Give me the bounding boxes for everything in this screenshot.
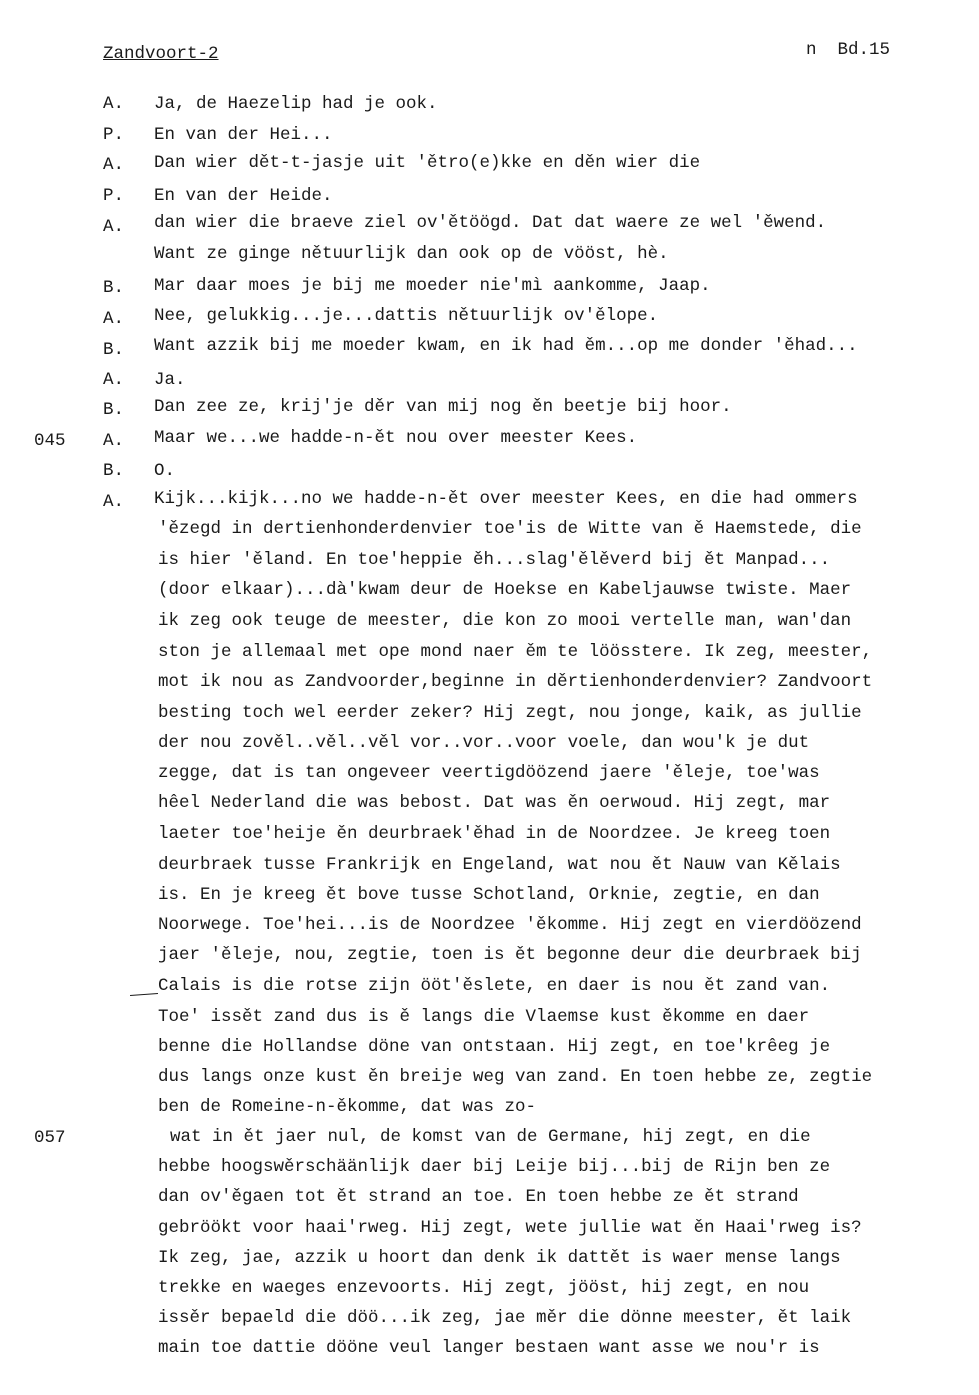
continuation-line: wat in ět jaer nul, de komst van de Germane, hij zegt, en die xyxy=(170,1127,811,1147)
volume-reference: n Bd.15 xyxy=(806,40,891,60)
continuation-line: gebröökt voor haai'rweg. Hij zegt, wete jullie wat ěn Haai'rweg is? xyxy=(158,1218,862,1238)
continuation-line: benne die Hollandse döne van ontstaan. Hij zegt, en toe'krêeg je xyxy=(158,1037,831,1057)
continuation-line: ik zeg ook teuge de meester, die kon zo mooi vertelle man, wan'dan xyxy=(158,611,852,631)
continuation-line: besting toch wel eerder zeker? Hij zegt, nou jonge, kaik, as jullie xyxy=(158,703,862,723)
dialogue-line: Nee, gelukkig...je...dattis nětuurlijk ov'ělope. xyxy=(154,306,659,326)
continuation-line: zegge, dat is tan ongeveer veertigdöözend jaere 'ěleje, toe'was xyxy=(158,763,820,783)
continuation-line: 'ězegd in dertienhonderdenvier toe'is de Witte van ě Haemstede, die xyxy=(158,519,862,539)
continuation-line: Calais is die rotse zijn ööt'ěslete, en daer is nou ět zand van. xyxy=(158,976,831,996)
tape-counter-057: 057 xyxy=(34,1128,66,1148)
continuation-line: hêel Nederland die was bebost. Dat was ěn oerwoud. Hij zegt, mar xyxy=(158,793,831,813)
speaker-label: P. xyxy=(103,125,125,145)
dialogue-line: En van der Hei... xyxy=(154,125,333,145)
page-title: Zandvoort-2 xyxy=(103,44,219,64)
dialogue-line: Ja. xyxy=(154,370,186,390)
speaker-label: A. xyxy=(103,370,125,390)
speaker-label: A. xyxy=(103,94,125,114)
continuation-line: is. En je kreeg ět bove tusse Schotland, Orknie, zegtie, en dan xyxy=(158,885,820,905)
continuation-line: jaer 'ěleje, nou, zegtie, toen is ět begonne deur die deurbraek bij xyxy=(158,945,862,965)
continuation-line: Toe' issět zand dus is ě langs die Vlaemse kust ěkomme en daer xyxy=(158,1007,810,1027)
continuation-line: ben de Romeine-n-ěkomme, dat was zo- xyxy=(158,1097,537,1117)
dialogue-line: Want ze ginge nětuurlijk dan ook op de vööst, hè. xyxy=(154,244,669,264)
speaker-label: B. xyxy=(103,340,125,360)
continuation-line: Ik zeg, jae, azzik u hoort dan denk ik dattět is waer mense langs xyxy=(158,1248,841,1268)
speaker-label: B. xyxy=(103,461,125,481)
continuation-line: issěr bepaeld die döö...ik zeg, jae měr die dönne meester, ět laik xyxy=(158,1308,852,1328)
dialogue-line: Dan wier dět-t-jasje uit 'ětro(e)kke en děn wier die xyxy=(154,153,701,173)
dialogue-line: Ja, de Haezelip had je ook. xyxy=(154,94,438,114)
speaker-label: A. xyxy=(103,431,125,451)
dialogue-line: Want azzik bij me moeder kwam, en ik had ěm...op me donder 'ěhad... xyxy=(154,336,858,356)
dialogue-line: Mar daar moes je bij me moeder nie'mì aankomme, Jaap. xyxy=(154,276,711,296)
speaker-label: A. xyxy=(103,155,125,175)
continuation-line: (door elkaar)...dà'kwam deur de Hoekse en Kabeljauwse twiste. Maer xyxy=(158,580,852,600)
continuation-line: dan ov'ěgaen tot ět strand an toe. En toen hebbe ze ět strand xyxy=(158,1187,799,1207)
continuation-line: trekke en waeges enzevoorts. Hij zegt, jööst, hij zegt, en nou xyxy=(158,1278,810,1298)
speaker-label: A. xyxy=(103,309,125,329)
dialogue-line: En van der Heide. xyxy=(154,186,333,206)
speaker-label: A. xyxy=(103,217,125,237)
margin-dash xyxy=(130,993,158,996)
dialogue-line: Kijk...kijk...no we hadde-n-ět over meester Kees, en die had ommers xyxy=(154,489,858,509)
continuation-line: deurbraek tusse Frankrijk en Engeland, wat nou ět Nauw van Kělais xyxy=(158,855,841,875)
continuation-line: ston je allemaal met ope mond naer ěm te löösstere. Ik zeg, meester, xyxy=(158,642,873,662)
dialogue-line: Maar we...we hadde-n-ět nou over meester Kees. xyxy=(154,428,638,448)
continuation-line: main toe dattie dööne veul langer bestaen want asse we nou'r is xyxy=(158,1338,820,1358)
continuation-line: der nou zověl..věl..věl vor..vor..voor voele, dan wou'k je dut xyxy=(158,733,810,753)
continuation-line: is hier 'ěland. En toe'heppie ěh...slag'ělěverd bij ět Manpad... xyxy=(158,550,831,570)
speaker-label: B. xyxy=(103,278,125,298)
speaker-label: P. xyxy=(103,186,125,206)
continuation-line: Noorwege. Toe'hei...is de Noordzee 'ěkomme. Hij zegt en vierdöözend xyxy=(158,915,862,935)
continuation-line: hebbe hoogswěrschäänlijk daer bij Leije bij...bij de Rijn ben ze xyxy=(158,1157,831,1177)
speaker-label: A. xyxy=(103,492,125,512)
dialogue-line: O. xyxy=(154,461,176,481)
tape-counter-045: 045 xyxy=(34,431,66,451)
dialogue-line: Dan zee ze, krij'je děr van mij nog ěn beetje bij hoor. xyxy=(154,397,732,417)
continuation-line: laeter toe'heije ěn deurbraek'ěhad in de Noordzee. Je kreeg toen xyxy=(158,824,831,844)
speaker-label: B. xyxy=(103,400,125,420)
dialogue-line: dan wier die braeve ziel ov'ětöögd. Dat dat waere ze wel 'ěwend. xyxy=(154,213,827,233)
continuation-line: dus langs onze kust ěn breije weg van zand. En toen hebbe ze, zegtie xyxy=(158,1067,873,1087)
continuation-line: mot ik nou as Zandvoorder,beginne in děrtienhonderdenvier? Zandvoort xyxy=(158,672,873,692)
